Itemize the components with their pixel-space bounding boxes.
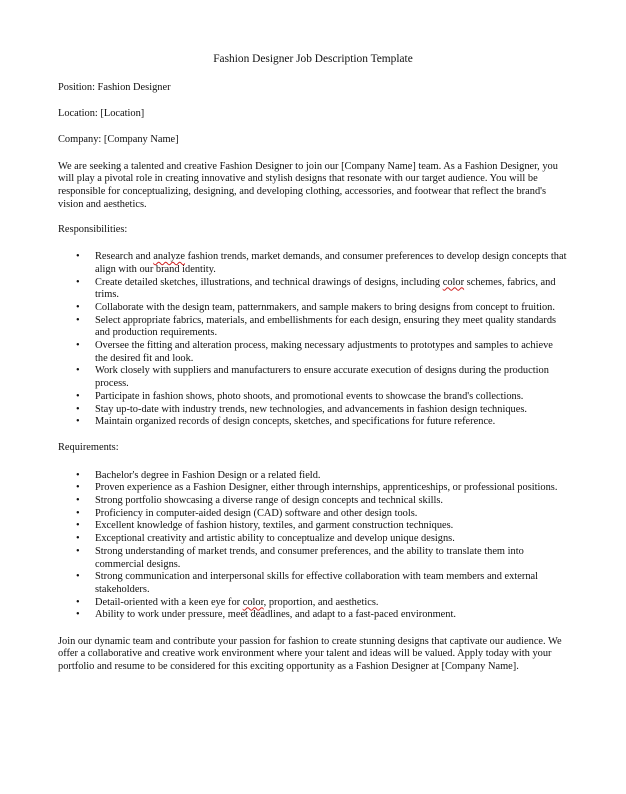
bullet-icon: • <box>76 340 80 352</box>
spellcheck-word: color <box>242 596 264 608</box>
spellcheck-word: color <box>442 276 465 288</box>
bullet-icon: • <box>76 507 80 519</box>
bullet-icon: • <box>76 609 80 621</box>
bullet-icon: • <box>76 520 80 532</box>
bullet-icon: • <box>76 416 80 428</box>
list-item: • Oversee the fitting and alteration process, making necessary adjustments to prototypes and samples to achieve the desired fit and look. <box>76 340 553 364</box>
list-item: • Research and analyze fashion trends, market demands, and consumer preferences to develop design concepts that align with our brand identity. <box>76 251 567 275</box>
bullet-icon: • <box>76 469 80 481</box>
document-title: Fashion Designer Job Description Template <box>213 53 413 65</box>
requirements-list <box>58 470 568 622</box>
list-item: • Proven experience as a Fashion Designer, either through internships, apprenticeships, or professional positions. <box>76 482 558 494</box>
list-item: • Participate in fashion shows, photo shoots, and promotional events to showcase the brand's collections. <box>76 390 524 402</box>
list-item: • Strong communication and interpersonal skills for effective collaboration with team members and external stakeholders. <box>76 571 539 595</box>
bullet-icon: • <box>76 314 80 326</box>
bullet-icon: • <box>76 495 80 507</box>
list-item: • Ability to work under pressure, meet deadlines, and adapt to a fast-paced environment. <box>76 609 456 621</box>
bullet-icon: • <box>76 390 80 402</box>
list-item: • Bachelor's degree in Fashion Design or a related field. <box>76 469 321 481</box>
list-item: • Select appropriate fabrics, materials, and embellishments for each design, ensuring they meet quality standards and production requirements. <box>76 314 557 339</box>
list-item: • Work closely with suppliers and manufacturers to ensure accurate execution of designs during the production process. <box>76 365 549 390</box>
bullet-icon: • <box>76 571 80 583</box>
bullet-icon: • <box>76 403 80 415</box>
spellcheck-word: analyze <box>153 251 186 263</box>
list-item: • Exceptional creativity and artistic ability to conceptualize and develop unique designs. <box>76 533 455 545</box>
location-field: Location: [Location] <box>58 108 145 120</box>
bullet-icon: • <box>76 301 80 313</box>
bullet-icon: • <box>76 365 80 377</box>
list-item: • Proficiency in computer-aided design (CAD) software and other design tools. <box>76 507 418 519</box>
bullet-icon: • <box>76 251 80 263</box>
position-field: Position: Fashion Designer <box>58 82 171 93</box>
intro-paragraph: We are seeking a talented and creative Fashion Designer to join our [Company Name] team. As a Fashion Designer, you will play a pivotal role in creating innovative and stylish designs that resonate with our target audience. You will be responsible for conceptualizing, designing, and developing clothing, accessories, and footwear that reflect the brand's vision and aesthetics. <box>58 160 558 210</box>
company-field: Company: [Company Name] <box>58 134 179 146</box>
list-item: • Excellent knowledge of fashion history, textiles, and garment construction techniques. <box>76 520 454 532</box>
closing-paragraph: Join our dynamic team and contribute your passion for fashion to create stunning designs that captivate our audience. We offer a collaborative and creative work environment where your talent and ideas will be valued. Apply today with your portfolio and resume to be considered for this exciting opportunity as a Fashion Designer at [Company Name]. <box>58 635 562 673</box>
list-item: • Strong understanding of market trends, and consumer preferences, and the ability to translate them into commercial designs. <box>76 545 524 570</box>
responsibilities-list <box>58 251 568 429</box>
bullet-icon: • <box>76 596 80 608</box>
list-item: • Stay up-to-date with industry trends, new technologies, and advancements in fashion design techniques. <box>76 403 527 415</box>
list-item: • Strong portfolio showcasing a diverse range of design concepts and technical skills. <box>76 495 443 507</box>
list-item: • Create detailed sketches, illustrations, and technical drawings of designs, including color schemes, fabrics, and trims. <box>76 276 556 301</box>
bullet-icon: • <box>76 545 80 557</box>
bullet-icon: • <box>76 533 80 545</box>
bullet-icon: • <box>76 276 80 288</box>
list-item: • Maintain organized records of design concepts, sketches, and specifications for future reference. <box>76 416 496 428</box>
bullet-icon: • <box>76 482 80 494</box>
responsibilities-heading: Responsibilities: <box>58 223 128 235</box>
list-item: • Detail-oriented with a keen eye for color, proportion, and aesthetics. <box>76 596 379 608</box>
requirements-heading: Requirements: <box>58 442 119 454</box>
list-item: • Collaborate with the design team, patternmakers, and sample makers to bring designs from concept to fruition. <box>76 301 555 313</box>
document-page <box>58 52 568 686</box>
